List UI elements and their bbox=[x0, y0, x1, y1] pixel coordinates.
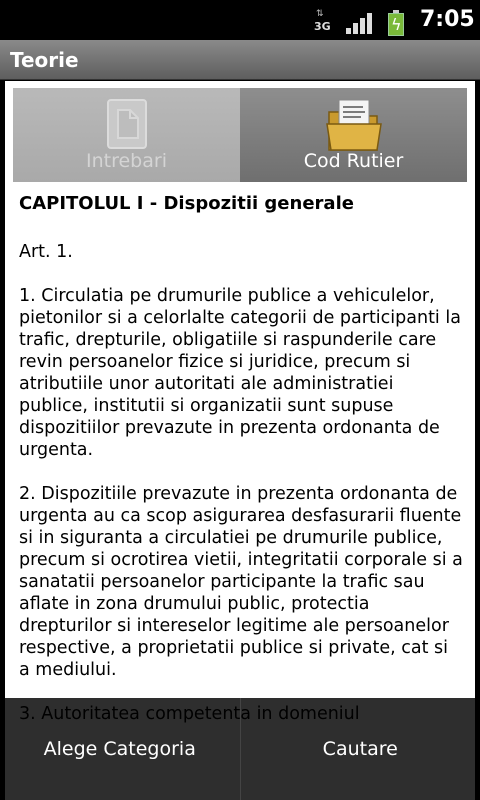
tab-cod-rutier[interactable] bbox=[240, 88, 467, 182]
tab-intrebari[interactable] bbox=[13, 88, 240, 182]
paragraph: 2. Dispozitiile prevazute in prezenta ordonanta de urgenta au ca scop asigurarea desfasurarii fluente si in siguranta a circulatiei pe drumurile publice, precum si ocrotirea vietii, integritatii corporale si a sanatatii persoanelor participante la trafic sau aflate in zona drumului public, protectia drepturilor si intereselor legitime ale persoanelor respective, a proprietatii publice si private, cat si a mediului. bbox=[19, 484, 463, 680]
choose-category-button[interactable]: Alege Categoria bbox=[43, 738, 196, 760]
document-icon bbox=[104, 98, 150, 150]
article-text bbox=[19, 193, 464, 747]
signal-strength-icon bbox=[346, 12, 372, 34]
page-title: Teorie bbox=[10, 48, 79, 72]
clock: 7:05 bbox=[420, 7, 475, 32]
status-bar bbox=[0, 0, 480, 40]
network-3g-icon: ⇅ 3G bbox=[314, 9, 331, 33]
chapter-heading: CAPITOLUL I - Dispozitii generale bbox=[19, 193, 354, 214]
bottom-action-bar bbox=[0, 698, 480, 800]
paragraph: 1. Circulatia pe drumurile publice a vehiculelor, pietonilor si a celorlalte categorii de participanti la trafic, drepturile, obligatiile si raspunderile care revin persoanelor fizice si juridice, precum si atributiile unor autoritati ale administratiei publice, institutii si organizatii sunt supuse dispozitiilor prevazute in prezenta ordonanta de urgenta. bbox=[19, 286, 461, 460]
category-tabs bbox=[13, 88, 467, 182]
folder-documents-icon bbox=[323, 98, 385, 154]
battery-charging-icon: ϟ bbox=[388, 10, 404, 36]
content-area[interactable] bbox=[5, 81, 475, 800]
search-button[interactable]: Cautare bbox=[240, 698, 480, 800]
article-number: Art. 1. bbox=[19, 242, 73, 262]
title-bar bbox=[0, 40, 480, 80]
tab-cod-rutier-label: Cod Rutier bbox=[303, 150, 404, 172]
tab-intrebari-label: Intrebari bbox=[86, 150, 167, 172]
